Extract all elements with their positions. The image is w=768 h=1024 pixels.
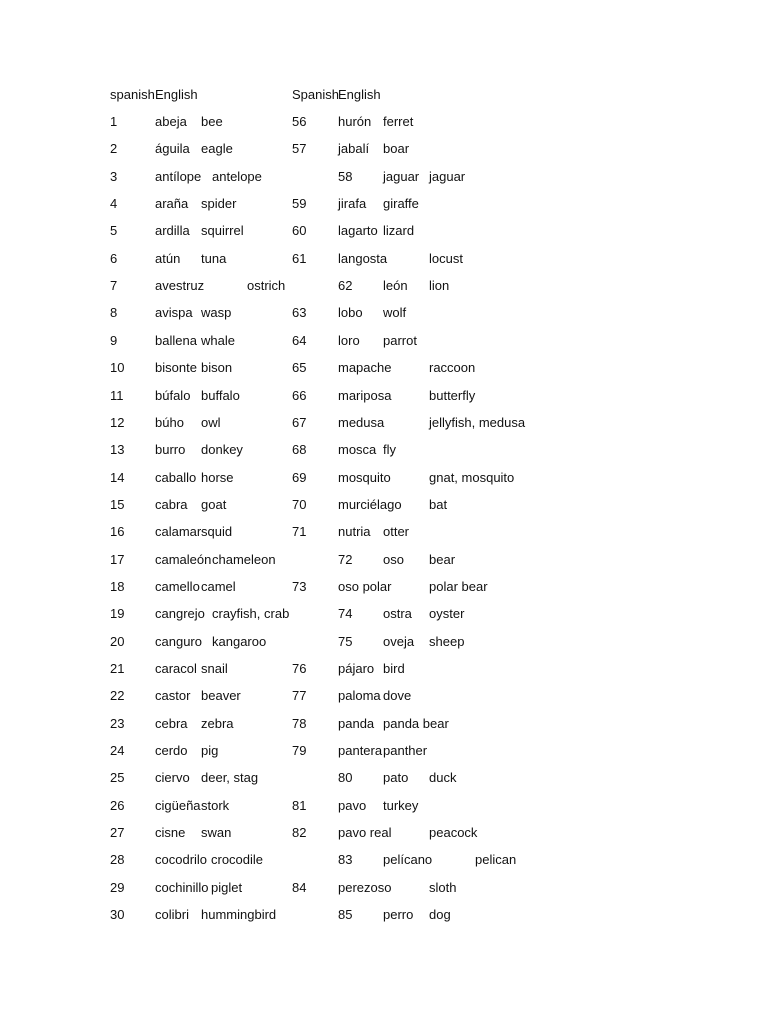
table-cell: gnat, mosquito — [429, 470, 515, 485]
table-cell: águila — [155, 141, 190, 156]
table-cell: cocodrilo — [155, 852, 208, 867]
table-cell: 83 — [338, 852, 353, 867]
table-cell: jaguar — [429, 169, 466, 184]
table-cell: horse — [201, 470, 234, 485]
table-cell: murciélago — [338, 497, 402, 512]
table-cell: 76 — [292, 661, 307, 676]
table-cell: bison — [201, 360, 233, 375]
table-cell: butterfly — [429, 388, 476, 403]
table-cell: 12 — [110, 415, 125, 430]
table-cell: araña — [155, 196, 189, 211]
table-cell: cerdo — [155, 743, 188, 758]
table-cell: pelícano — [383, 852, 433, 867]
table-cell: 22 — [110, 688, 125, 703]
table-cell: 27 — [110, 825, 125, 840]
table-cell: 1 — [110, 114, 118, 129]
table-cell: 15 — [110, 497, 125, 512]
table-cell: 30 — [110, 907, 125, 922]
table-cell: kangaroo — [212, 634, 267, 649]
table-cell: 57 — [292, 141, 307, 156]
table-cell: dog — [429, 907, 451, 922]
table-cell: panda — [338, 716, 375, 731]
table-cell: mosca — [338, 442, 377, 457]
table-cell: 70 — [292, 497, 307, 512]
table-cell: giraffe — [383, 196, 419, 211]
table-cell: lobo — [338, 305, 363, 320]
table-cell: buffalo — [201, 388, 240, 403]
table-cell: 20 — [110, 634, 125, 649]
table-cell: donkey — [201, 442, 243, 457]
table-cell: peacock — [429, 825, 478, 840]
table-cell: bisonte — [155, 360, 197, 375]
table-cell: zebra — [201, 716, 234, 731]
table-cell: jirafa — [338, 196, 367, 211]
table-cell: burro — [155, 442, 186, 457]
table-cell: cangrejo — [155, 606, 205, 621]
table-cell: caballo — [155, 470, 197, 485]
table-cell: ballena — [155, 333, 197, 348]
table-cell: 60 — [292, 223, 307, 238]
table-cell: 82 — [292, 825, 307, 840]
table-cell: 67 — [292, 415, 307, 430]
table-cell: eagle — [201, 141, 233, 156]
table-cell: caracol — [155, 661, 197, 676]
table-cell: 19 — [110, 606, 125, 621]
table-cell: pájaro — [338, 661, 375, 676]
table-cell: pato — [383, 770, 409, 785]
table-cell: canguro — [155, 634, 202, 649]
table-cell: perezoso — [338, 880, 392, 895]
table-cell: pig — [201, 743, 219, 758]
table-cell: paloma — [338, 688, 381, 703]
table-cell: swan — [201, 825, 232, 840]
table-cell: 62 — [338, 278, 353, 293]
table-cell: 81 — [292, 798, 307, 813]
table-cell: pavo real — [338, 825, 392, 840]
table-cell: cebra — [155, 716, 188, 731]
table-cell: avispa — [155, 305, 193, 320]
table-cell: antílope — [155, 169, 202, 184]
table-cell: hurón — [338, 114, 372, 129]
table-cell: loro — [338, 333, 360, 348]
table-cell: lion — [429, 278, 450, 293]
table-cell: panther — [383, 743, 428, 758]
table-cell: 5 — [110, 223, 118, 238]
table-cell: mapache — [338, 360, 392, 375]
table-cell: bee — [201, 114, 223, 129]
table-cell: 4 — [110, 196, 118, 211]
table-cell: 14 — [110, 470, 125, 485]
table-cell: oso — [383, 552, 404, 567]
table-cell: 10 — [110, 360, 125, 375]
table-cell: 7 — [110, 278, 118, 293]
table-cell: langosta — [338, 251, 388, 266]
header-cell: Spanish — [292, 87, 339, 102]
table-cell: locust — [429, 251, 463, 266]
table-cell: deer, stag — [201, 770, 259, 785]
table-cell: 72 — [338, 552, 353, 567]
table-cell: 8 — [110, 305, 118, 320]
table-cell: búho — [155, 415, 184, 430]
table-cell: 2 — [110, 141, 118, 156]
table-cell: nutria — [338, 524, 371, 539]
table-cell: cabra — [155, 497, 188, 512]
table-cell: calamar — [155, 524, 202, 539]
table-cell: camel — [201, 579, 236, 594]
table-cell: oyster — [429, 606, 465, 621]
table-cell: ostra — [383, 606, 412, 621]
table-cell: 21 — [110, 661, 125, 676]
table-cell: oso polar — [338, 579, 392, 594]
table-cell: 16 — [110, 524, 125, 539]
table-cell: ferret — [383, 114, 414, 129]
table-cell: 26 — [110, 798, 125, 813]
table-cell: dove — [383, 688, 412, 703]
table-cell: wolf — [383, 305, 407, 320]
table-cell: 6 — [110, 251, 118, 266]
table-cell: león — [383, 278, 408, 293]
table-cell: bear — [429, 552, 456, 567]
table-cell: avestruz — [155, 278, 205, 293]
table-cell: squid — [201, 524, 233, 539]
table-cell: 9 — [110, 333, 118, 348]
table-cell: oveja — [383, 634, 415, 649]
table-cell: 64 — [292, 333, 307, 348]
header-cell: English — [338, 87, 381, 102]
table-cell: jaguar — [383, 169, 420, 184]
table-cell: 11 — [110, 388, 124, 403]
table-cell: camaleón — [155, 552, 212, 567]
table-cell: camello — [155, 579, 200, 594]
table-cell: lagarto — [338, 223, 378, 238]
table-cell: 78 — [292, 716, 307, 731]
table-cell: cochinillo — [155, 880, 209, 895]
table-cell: 77 — [292, 688, 307, 703]
table-cell: cigüeña — [155, 798, 201, 813]
table-cell: 17 — [110, 552, 125, 567]
table-cell: 73 — [292, 579, 307, 594]
table-cell: 80 — [338, 770, 353, 785]
table-cell: whale — [201, 333, 235, 348]
table-cell: pantera — [338, 743, 383, 758]
table-cell: 79 — [292, 743, 307, 758]
table-cell: raccoon — [429, 360, 476, 375]
table-cell: jellyfish, medusa — [429, 415, 526, 430]
table-cell: bird — [383, 661, 405, 676]
table-cell: mosquito — [338, 470, 391, 485]
table-cell: 59 — [292, 196, 307, 211]
table-cell: polar bear — [429, 579, 488, 594]
table-cell: pavo — [338, 798, 367, 813]
table-cell: pelican — [475, 852, 517, 867]
table-cell: 84 — [292, 880, 307, 895]
table-cell: turkey — [383, 798, 419, 813]
table-cell: 65 — [292, 360, 307, 375]
table-cell: 69 — [292, 470, 307, 485]
table-cell: cisne — [155, 825, 186, 840]
table-cell: owl — [201, 415, 221, 430]
table-cell: 75 — [338, 634, 353, 649]
table-cell: 74 — [338, 606, 353, 621]
table-cell: 63 — [292, 305, 307, 320]
table-cell: 68 — [292, 442, 307, 457]
table-cell: antelope — [212, 169, 262, 184]
table-cell: abeja — [155, 114, 187, 129]
table-cell: 3 — [110, 169, 118, 184]
table-cell: 56 — [292, 114, 307, 129]
table-cell: piglet — [211, 880, 243, 895]
table-cell: chameleon — [212, 552, 276, 567]
table-cell: 23 — [110, 716, 125, 731]
table-cell: wasp — [201, 305, 232, 320]
table-cell: 24 — [110, 743, 125, 758]
table-cell: ostrich — [247, 278, 286, 293]
table-cell: castor — [155, 688, 191, 703]
table-cell: 13 — [110, 442, 125, 457]
table-cell: beaver — [201, 688, 241, 703]
table-cell: 18 — [110, 579, 125, 594]
table-cell: 29 — [110, 880, 125, 895]
table-cell: crocodile — [211, 852, 264, 867]
table-cell: 66 — [292, 388, 307, 403]
table-cell: 25 — [110, 770, 125, 785]
table-cell: crayfish, crab — [212, 606, 290, 621]
table-cell: medusa — [338, 415, 385, 430]
table-cell: boar — [383, 141, 410, 156]
table-cell: squirrel — [201, 223, 244, 238]
table-cell: bat — [429, 497, 448, 512]
table-cell: sloth — [429, 880, 457, 895]
table-cell: ardilla — [155, 223, 190, 238]
table-cell: hummingbird — [201, 907, 277, 922]
table-cell: 28 — [110, 852, 125, 867]
table-cell: panda bear — [383, 716, 449, 731]
table-cell: duck — [429, 770, 457, 785]
table-cell: lizard — [383, 223, 415, 238]
table-cell: sheep — [429, 634, 465, 649]
table-cell: mariposa — [338, 388, 392, 403]
table-cell: otter — [383, 524, 410, 539]
header-cell: English — [155, 87, 198, 102]
table-cell: fly — [383, 442, 396, 457]
table-cell: goat — [201, 497, 227, 512]
table-cell: parrot — [383, 333, 417, 348]
table-cell: atún — [155, 251, 181, 266]
table-cell: colibri — [155, 907, 189, 922]
header-cell: spanish — [110, 87, 155, 102]
table-cell: tuna — [201, 251, 227, 266]
table-cell: stork — [201, 798, 230, 813]
table-cell: 71 — [292, 524, 307, 539]
table-cell: spider — [201, 196, 237, 211]
table-cell: 61 — [292, 251, 307, 266]
table-cell: perro — [383, 907, 414, 922]
table-cell: 58 — [338, 169, 353, 184]
table-cell: 85 — [338, 907, 353, 922]
table-cell: jabalí — [338, 141, 370, 156]
table-cell: búfalo — [155, 388, 191, 403]
table-cell: snail — [201, 661, 228, 676]
table-cell: ciervo — [155, 770, 190, 785]
